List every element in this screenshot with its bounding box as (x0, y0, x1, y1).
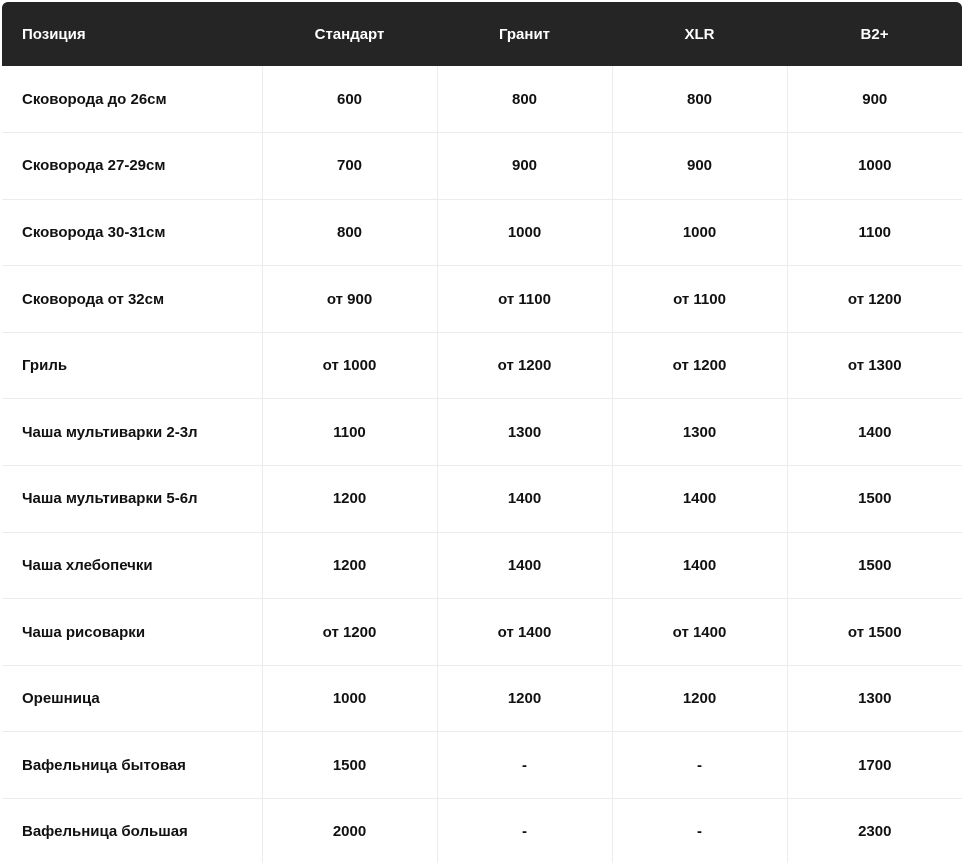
price-cell: - (437, 732, 612, 799)
row-label: Сковорода от 32см (2, 266, 262, 333)
price-cell: 1200 (437, 665, 612, 732)
price-cell: 800 (437, 66, 612, 133)
table-row (2, 665, 962, 732)
price-cell: от 1200 (437, 332, 612, 399)
price-cell: 1500 (262, 732, 437, 799)
price-cell: 1200 (612, 665, 787, 732)
price-cell: 1400 (787, 399, 962, 466)
price-cell: 1200 (262, 532, 437, 599)
table-row (2, 532, 962, 599)
row-label: Чаша мультиварки 2-3л (2, 399, 262, 466)
price-cell: 800 (262, 199, 437, 266)
row-label: Гриль (2, 332, 262, 399)
table-row (2, 332, 962, 399)
price-table (2, 2, 962, 863)
price-cell: 2000 (262, 799, 437, 863)
price-cell: - (612, 732, 787, 799)
price-cell: 2300 (787, 799, 962, 863)
price-cell: - (612, 799, 787, 863)
table-row (2, 199, 962, 266)
row-label: Чаша хлебопечки (2, 532, 262, 599)
table-row (2, 66, 962, 133)
price-cell: 900 (787, 66, 962, 133)
price-cell: от 1200 (262, 599, 437, 666)
header-row (2, 2, 962, 66)
price-cell: 900 (437, 133, 612, 200)
price-cell: 1200 (262, 466, 437, 533)
price-cell: 600 (262, 66, 437, 133)
table-body (2, 66, 962, 863)
row-label: Вафельница большая (2, 799, 262, 863)
table-row (2, 799, 962, 863)
price-cell: от 1100 (437, 266, 612, 333)
row-label: Чаша рисоварки (2, 599, 262, 666)
price-cell: от 1200 (612, 332, 787, 399)
price-cell: 1400 (437, 532, 612, 599)
table-header (2, 2, 962, 66)
price-cell: 1300 (787, 665, 962, 732)
row-label: Сковорода 27-29см (2, 133, 262, 200)
price-cell: 1700 (787, 732, 962, 799)
price-cell: от 1500 (787, 599, 962, 666)
header-cell-standard: Стандарт (314, 25, 385, 43)
price-cell: 1300 (437, 399, 612, 466)
row-label: Вафельница бытовая (2, 732, 262, 799)
row-label: Сковорода до 26см (2, 66, 262, 133)
table-row (2, 133, 962, 200)
price-cell: от 900 (262, 266, 437, 333)
price-cell: от 1200 (787, 266, 962, 333)
header-cell-b2plus: B2+ (860, 25, 889, 43)
price-cell: от 1400 (612, 599, 787, 666)
price-cell: от 1400 (437, 599, 612, 666)
price-cell: 1400 (437, 466, 612, 533)
row-label: Орешница (2, 665, 262, 732)
price-cell: - (437, 799, 612, 863)
price-cell: 800 (612, 66, 787, 133)
table-row (2, 599, 962, 666)
price-cell: 1000 (787, 133, 962, 200)
table-row (2, 266, 962, 333)
price-cell: 1000 (262, 665, 437, 732)
price-table-frame (2, 2, 962, 863)
price-cell: 1100 (787, 199, 962, 266)
price-cell: 1400 (612, 466, 787, 533)
table-row (2, 732, 962, 799)
table-row (2, 466, 962, 533)
price-cell: 700 (262, 133, 437, 200)
price-cell: 1500 (787, 466, 962, 533)
price-cell: 1300 (612, 399, 787, 466)
price-cell: от 1100 (612, 266, 787, 333)
price-cell: 1100 (262, 399, 437, 466)
header-cell-position: Позиция (22, 25, 86, 43)
price-cell: 1000 (437, 199, 612, 266)
price-cell: 1500 (787, 532, 962, 599)
table-row (2, 399, 962, 466)
price-cell: 1000 (612, 199, 787, 266)
price-cell: от 1300 (787, 332, 962, 399)
row-label: Сковорода 30-31см (2, 199, 262, 266)
price-cell: 1400 (612, 532, 787, 599)
price-cell: 900 (612, 133, 787, 200)
header-cell-granite: Гранит (498, 25, 551, 43)
price-cell: от 1000 (262, 332, 437, 399)
row-label: Чаша мультиварки 5-6л (2, 466, 262, 533)
header-cell-xlr: XLR (684, 25, 715, 43)
